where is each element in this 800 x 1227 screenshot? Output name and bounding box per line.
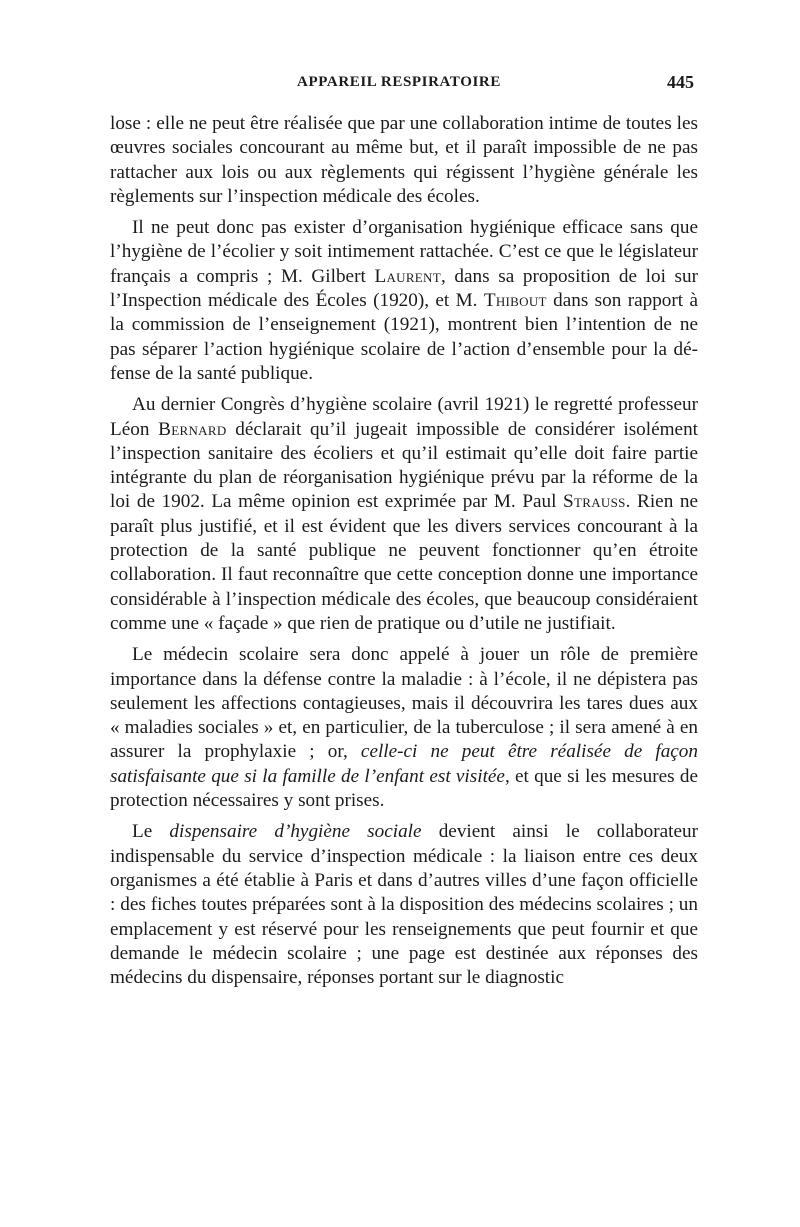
page-number: 445: [667, 72, 694, 92]
paragraph-4-text-b: , et que si les mesures de protection nécessaires y sont prises.: [110, 765, 698, 812]
paragraph-4: [110, 643, 698, 813]
paragraph-5: [110, 820, 698, 990]
paragraph-3: [110, 393, 698, 636]
paragraph-5-italic: dispensaire d’hygiène sociale: [169, 821, 422, 843]
author-name-laurent: Laurent: [374, 265, 441, 287]
paragraph-1: [110, 112, 698, 209]
body-text: [110, 112, 698, 990]
book-page: [110, 70, 698, 997]
paragraph-3-text-c: . Rien ne paraît plus justifié, et il est évident que les divers services concourant à la protection de la santé publique ne peuvent fonctionner qu’en étroite collaboration. Il faut reconnaître que cette conception donne une importance considérable à l’inspection médicale des écoles, que beaucoup considéraient comme une « façade » que rien de pratique ou d’utile ne justifiait.: [110, 491, 698, 634]
running-title: APPAREIL RESPIRATOIRE: [297, 74, 501, 90]
paragraph-5-text-b: devient ainsi le collaborateur indispensable du service d’inspection médicale : la liaison entre ces deux organismes a été établie à Paris et dans d’autres villes d’une façon officielle : des fiches toutes préparées sont à la disposition des médecins scolaires ; un emplacement y est réservé pour les renseignements que peut fournir et que demande le médecin scolaire ; une page est destinée aux réponses des médecins du dispensaire, réponses portant sur le diagnostic: [110, 821, 698, 989]
paragraph-2: [110, 216, 698, 386]
paragraph-2-text-a: Il ne peut donc pas exister d’organisation hygiénique efficace sans que l’hygiène de l’écolier y soit intimement rattachée. C’est ce que le législateur français a compris ; M. Gilbert: [110, 217, 698, 287]
paragraph-2-text-b: , dans sa proposition de loi sur l’Inspection médicale des Écoles (1920), et M.: [110, 265, 698, 312]
paragraph-4-italic: celle-ci ne peut être réalisée de façon satisfaisante que si la famille de l’enfant est visitée: [110, 741, 698, 787]
author-name-bernard: Bernard: [158, 418, 227, 440]
author-name-thibout: Thibout: [483, 290, 547, 312]
paragraph-3-text-a: Au dernier Congrès d’hygiène scolaire (avril 1921) le regretté professeur Léon: [110, 394, 698, 440]
paragraph-1-text: lose : elle ne peut être réalisée que par une collaboration intime de toutes les œuvres sociales concourant au même but, et il paraît impossible de ne pas rattacher aux lois ou aux règlements qui régissent l’hygiène générale les règlements sur l’inspection médicale des écoles.: [110, 113, 698, 207]
paragraph-4-text-a: Le médecin scolaire sera donc appelé à jouer un rôle de première importance dans la défense contre la maladie : à l’école, il ne dépistera pas seulement les affections contagieuses, mais il découvrira les tares dues aux « maladies sociales » et, en particulier, de la tuberculose ; il sera amené à en assurer la prophylaxie ; or,: [110, 644, 698, 763]
running-header: [110, 70, 698, 100]
paragraph-2-text-c: dans son rapport à la commission de l’enseignement (1921), montrent bien l’intention de ne pas séparer l’action hygiénique scolaire de l’action d’ensemble pour la défense de la santé publique.: [110, 290, 698, 384]
paragraph-5-text-a: Le: [132, 821, 170, 843]
paragraph-3-text-b: déclarait qu’il jugeait impossible de considérer isolément l’inspection sanitaire des écoliers et qu’il estimait qu’elle doit faire partie intégrante du plan de réorganisation hygiénique prévu par la réforme de la loi de 1902. La même opinion est exprimée par M. Paul: [110, 418, 698, 513]
author-name-strauss: Strauss: [563, 491, 626, 513]
